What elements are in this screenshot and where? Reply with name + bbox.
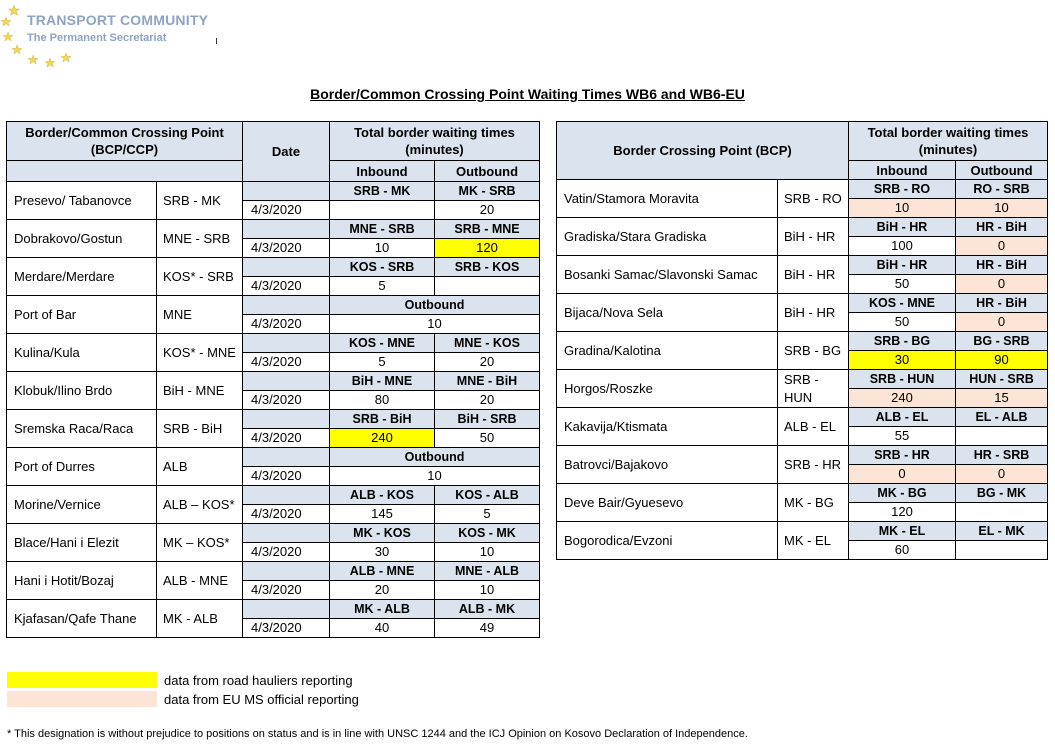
waiting-value: 10 xyxy=(330,315,540,334)
date-spacer xyxy=(243,372,330,391)
date-spacer xyxy=(243,258,330,277)
date-spacer xyxy=(243,410,330,429)
outbound-value xyxy=(956,427,1048,446)
header-crossing-point: Border/Common Crossing Point (BCP/CCP) xyxy=(7,122,243,161)
table-row xyxy=(557,294,1048,313)
direction-label: Outbound xyxy=(330,448,540,467)
crossing-code: BiH - HR xyxy=(778,256,849,294)
inbound-value: 10 xyxy=(849,199,956,218)
table-row xyxy=(7,296,540,315)
crossing-code: SRB - HUN xyxy=(778,370,849,408)
outbound-value: 49 xyxy=(435,619,540,638)
crossing-code: MK - BG xyxy=(778,484,849,522)
date-value: 4/3/2020 xyxy=(243,429,330,448)
direction-inbound: KOS - MNE xyxy=(330,334,435,353)
direction-outbound: ALB - MK xyxy=(435,600,540,619)
direction-inbound: MK - ALB xyxy=(330,600,435,619)
outbound-value: 20 xyxy=(435,391,540,410)
direction-inbound: KOS - SRB xyxy=(330,258,435,277)
wb6-eu-waiting-times-table xyxy=(556,121,1048,560)
crossing-name: Klobuk/Ilino Brdo xyxy=(7,372,157,410)
direction-outbound: SRB - KOS xyxy=(435,258,540,277)
table-row xyxy=(557,332,1048,351)
date-value: 4/3/2020 xyxy=(243,277,330,296)
outbound-value xyxy=(956,503,1048,522)
inbound-value: 120 xyxy=(849,503,956,522)
inbound-value: 50 xyxy=(849,313,956,332)
header-date: Date xyxy=(243,122,330,182)
crossing-code: SRB - HR xyxy=(778,446,849,484)
date-value: 4/3/2020 xyxy=(243,315,330,334)
crossing-name: Hani i Hotit/Bozaj xyxy=(7,562,157,600)
inbound-value: 0 xyxy=(849,465,956,484)
date-value: 4/3/2020 xyxy=(243,239,330,258)
outbound-value: 20 xyxy=(435,353,540,372)
direction-inbound: BiH - HR xyxy=(849,218,956,237)
direction-outbound: BG - SRB xyxy=(956,332,1048,351)
table-row xyxy=(557,408,1048,427)
crossing-code: SRB - RO xyxy=(778,180,849,218)
crossing-code: ALB - EL xyxy=(778,408,849,446)
crossing-name: Kjafasan/Qafe Thane xyxy=(7,600,157,638)
direction-inbound: SRB - HR xyxy=(849,446,956,465)
crossing-name: Vatin/Stamora Moravita xyxy=(557,180,778,218)
header-border-crossing-point: Border Crossing Point (BCP) xyxy=(557,122,849,180)
date-spacer xyxy=(243,448,330,467)
date-spacer xyxy=(243,334,330,353)
crossing-name: Horgos/Roszke xyxy=(557,370,778,408)
outbound-value: 0 xyxy=(956,237,1048,256)
date-value: 4/3/2020 xyxy=(243,201,330,220)
direction-outbound: MNE - KOS xyxy=(435,334,540,353)
crossing-code: BiH - MNE xyxy=(157,372,243,410)
outbound-value: 120 xyxy=(435,239,540,258)
table-row xyxy=(7,258,540,277)
direction-inbound: SRB - BiH xyxy=(330,410,435,429)
header-total-waiting-right: Total border waiting times (minutes) xyxy=(849,122,1048,161)
crossing-code: MK - ALB xyxy=(157,600,243,638)
date-value: 4/3/2020 xyxy=(243,467,330,486)
crossing-code: ALB xyxy=(157,448,243,486)
crossing-name: Deve Bair/Gyuesevo xyxy=(557,484,778,522)
inbound-value: 30 xyxy=(330,543,435,562)
table-row xyxy=(557,218,1048,237)
header-inbound-right: Inbound xyxy=(849,161,956,180)
table-row xyxy=(7,220,540,239)
header-outbound-right: Outbound xyxy=(956,161,1048,180)
inbound-value: 80 xyxy=(330,391,435,410)
inbound-value: 240 xyxy=(330,429,435,448)
inbound-value: 60 xyxy=(849,541,956,560)
crossing-name: Port of Durres xyxy=(7,448,157,486)
crossing-code: KOS* - MNE xyxy=(157,334,243,372)
direction-outbound: BG - MK xyxy=(956,484,1048,503)
direction-inbound: SRB - RO xyxy=(849,180,956,199)
date-value: 4/3/2020 xyxy=(243,391,330,410)
table-row xyxy=(7,524,540,543)
legend-swatch-pink xyxy=(7,691,157,707)
crossing-code: BiH - HR xyxy=(778,294,849,332)
crossing-name: Bogorodica/Evzoni xyxy=(557,522,778,560)
header-total-waiting: Total border waiting times (minutes) xyxy=(330,122,540,161)
table-row xyxy=(7,448,540,467)
table-row xyxy=(557,484,1048,503)
date-value: 4/3/2020 xyxy=(243,505,330,524)
direction-outbound: HR - SRB xyxy=(956,446,1048,465)
crossing-code: SRB - MK xyxy=(157,182,243,220)
direction-inbound: MK - EL xyxy=(849,522,956,541)
table-row xyxy=(557,446,1048,465)
inbound-value: 40 xyxy=(330,619,435,638)
direction-outbound: HR - BiH xyxy=(956,256,1048,275)
direction-inbound: MK - BG xyxy=(849,484,956,503)
direction-outbound: EL - ALB xyxy=(956,408,1048,427)
crossing-name: Gradina/Kalotina xyxy=(557,332,778,370)
inbound-value: 20 xyxy=(330,581,435,600)
outbound-value: 0 xyxy=(956,465,1048,484)
outbound-value: 15 xyxy=(956,389,1048,408)
inbound-value xyxy=(330,201,435,220)
date-spacer xyxy=(243,524,330,543)
page-title: Border/Common Crossing Point Waiting Times WB6 and WB6-EU xyxy=(310,86,745,102)
crossing-name: Kakavija/Ktismata xyxy=(557,408,778,446)
direction-outbound: MNE - BiH xyxy=(435,372,540,391)
waiting-value: 10 xyxy=(330,467,540,486)
crossing-code: MK – KOS* xyxy=(157,524,243,562)
inbound-value: 145 xyxy=(330,505,435,524)
date-spacer xyxy=(243,486,330,505)
direction-inbound: MK - KOS xyxy=(330,524,435,543)
crossing-name: Merdare/Merdare xyxy=(7,258,157,296)
direction-inbound: BiH - HR xyxy=(849,256,956,275)
outbound-value: 10 xyxy=(956,199,1048,218)
direction-inbound: SRB - HUN xyxy=(849,370,956,389)
outbound-value: 90 xyxy=(956,351,1048,370)
direction-inbound: BiH - MNE xyxy=(330,372,435,391)
table-row xyxy=(7,372,540,391)
legend-label-hauliers: data from road hauliers reporting xyxy=(164,673,353,688)
header-outbound: Outbound xyxy=(435,161,540,182)
table-row xyxy=(557,522,1048,541)
direction-outbound: SRB - MNE xyxy=(435,220,540,239)
text-cursor-mark xyxy=(216,38,217,44)
table-row xyxy=(7,486,540,505)
crossing-code: SRB - BiH xyxy=(157,410,243,448)
crossing-name: Dobrakovo/Gostun xyxy=(7,220,157,258)
inbound-value: 50 xyxy=(849,275,956,294)
outbound-value: 10 xyxy=(435,543,540,562)
inbound-value: 100 xyxy=(849,237,956,256)
outbound-value: 0 xyxy=(956,313,1048,332)
crossing-code: MK - EL xyxy=(778,522,849,560)
crossing-name: Bijaca/Nova Sela xyxy=(557,294,778,332)
inbound-value: 240 xyxy=(849,389,956,408)
table-row xyxy=(7,334,540,353)
direction-outbound: BiH - SRB xyxy=(435,410,540,429)
crossing-name: Gradiska/Stara Gradiska xyxy=(557,218,778,256)
table-row xyxy=(7,600,540,619)
direction-outbound: RO - SRB xyxy=(956,180,1048,199)
crossing-code: MNE xyxy=(157,296,243,334)
outbound-value xyxy=(435,277,540,296)
table-row xyxy=(557,256,1048,275)
outbound-value xyxy=(956,541,1048,560)
inbound-value: 55 xyxy=(849,427,956,446)
legend-label-eu-ms: data from EU MS official reporting xyxy=(164,692,359,707)
date-value: 4/3/2020 xyxy=(243,353,330,372)
direction-inbound: ALB - KOS xyxy=(330,486,435,505)
crossing-name: Batrovci/Bajakovo xyxy=(557,446,778,484)
direction-outbound: KOS - MK xyxy=(435,524,540,543)
logo-subtitle: The Permanent Secretariat xyxy=(27,32,167,44)
crossing-name: Presevo/ Tabanovce xyxy=(7,182,157,220)
date-spacer xyxy=(243,182,330,201)
outbound-value: 0 xyxy=(956,275,1048,294)
date-value: 4/3/2020 xyxy=(243,619,330,638)
header-inbound: Inbound xyxy=(330,161,435,182)
outbound-value: 5 xyxy=(435,505,540,524)
direction-inbound: SRB - MK xyxy=(330,182,435,201)
date-spacer xyxy=(243,296,330,315)
inbound-value: 30 xyxy=(849,351,956,370)
date-spacer xyxy=(243,600,330,619)
crossing-code: MNE - SRB xyxy=(157,220,243,258)
direction-inbound: MNE - SRB xyxy=(330,220,435,239)
outbound-value: 50 xyxy=(435,429,540,448)
wb6-waiting-times-table xyxy=(6,121,540,638)
direction-inbound: ALB - MNE xyxy=(330,562,435,581)
crossing-code: SRB - BG xyxy=(778,332,849,370)
direction-outbound: HUN - SRB xyxy=(956,370,1048,389)
date-spacer xyxy=(243,220,330,239)
direction-outbound: MNE - ALB xyxy=(435,562,540,581)
crossing-name: Bosanki Samac/Slavonski Samac xyxy=(557,256,778,294)
crossing-name: Port of Bar xyxy=(7,296,157,334)
date-value: 4/3/2020 xyxy=(243,581,330,600)
crossing-code: KOS* - SRB xyxy=(157,258,243,296)
date-value: 4/3/2020 xyxy=(243,543,330,562)
footnote: * This designation is without prejudice to positions on status and is in line with UNSC 1244 and the ICJ Opinion on Kosovo Declaration of Independence. xyxy=(7,728,748,740)
crossing-code: ALB - MNE xyxy=(157,562,243,600)
crossing-code: BiH - HR xyxy=(778,218,849,256)
inbound-value: 10 xyxy=(330,239,435,258)
table-row xyxy=(557,180,1048,199)
crossing-name: Morine/Vernice xyxy=(7,486,157,524)
direction-label: Outbound xyxy=(330,296,540,315)
direction-outbound: KOS - ALB xyxy=(435,486,540,505)
crossing-name: Sremska Raca/Raca xyxy=(7,410,157,448)
direction-outbound: HR - BiH xyxy=(956,294,1048,313)
direction-outbound: HR - BiH xyxy=(956,218,1048,237)
direction-inbound: ALB - EL xyxy=(849,408,956,427)
crossing-name: Blace/Hani i Elezit xyxy=(7,524,157,562)
crossing-name: Kulina/Kula xyxy=(7,334,157,372)
direction-inbound: SRB - BG xyxy=(849,332,956,351)
table-row xyxy=(557,370,1048,389)
table-row xyxy=(7,562,540,581)
outbound-value: 10 xyxy=(435,581,540,600)
table-row xyxy=(7,182,540,201)
table-row xyxy=(7,410,540,429)
crossing-code: ALB – KOS* xyxy=(157,486,243,524)
logo-title: TRANSPORT COMMUNITY xyxy=(27,12,209,28)
direction-inbound: KOS - MNE xyxy=(849,294,956,313)
transport-community-logo xyxy=(0,0,240,80)
legend-swatch-yellow xyxy=(7,672,157,688)
outbound-value: 20 xyxy=(435,201,540,220)
inbound-value: 5 xyxy=(330,277,435,296)
direction-outbound: EL - MK xyxy=(956,522,1048,541)
direction-outbound: MK - SRB xyxy=(435,182,540,201)
date-spacer xyxy=(243,562,330,581)
inbound-value: 5 xyxy=(330,353,435,372)
